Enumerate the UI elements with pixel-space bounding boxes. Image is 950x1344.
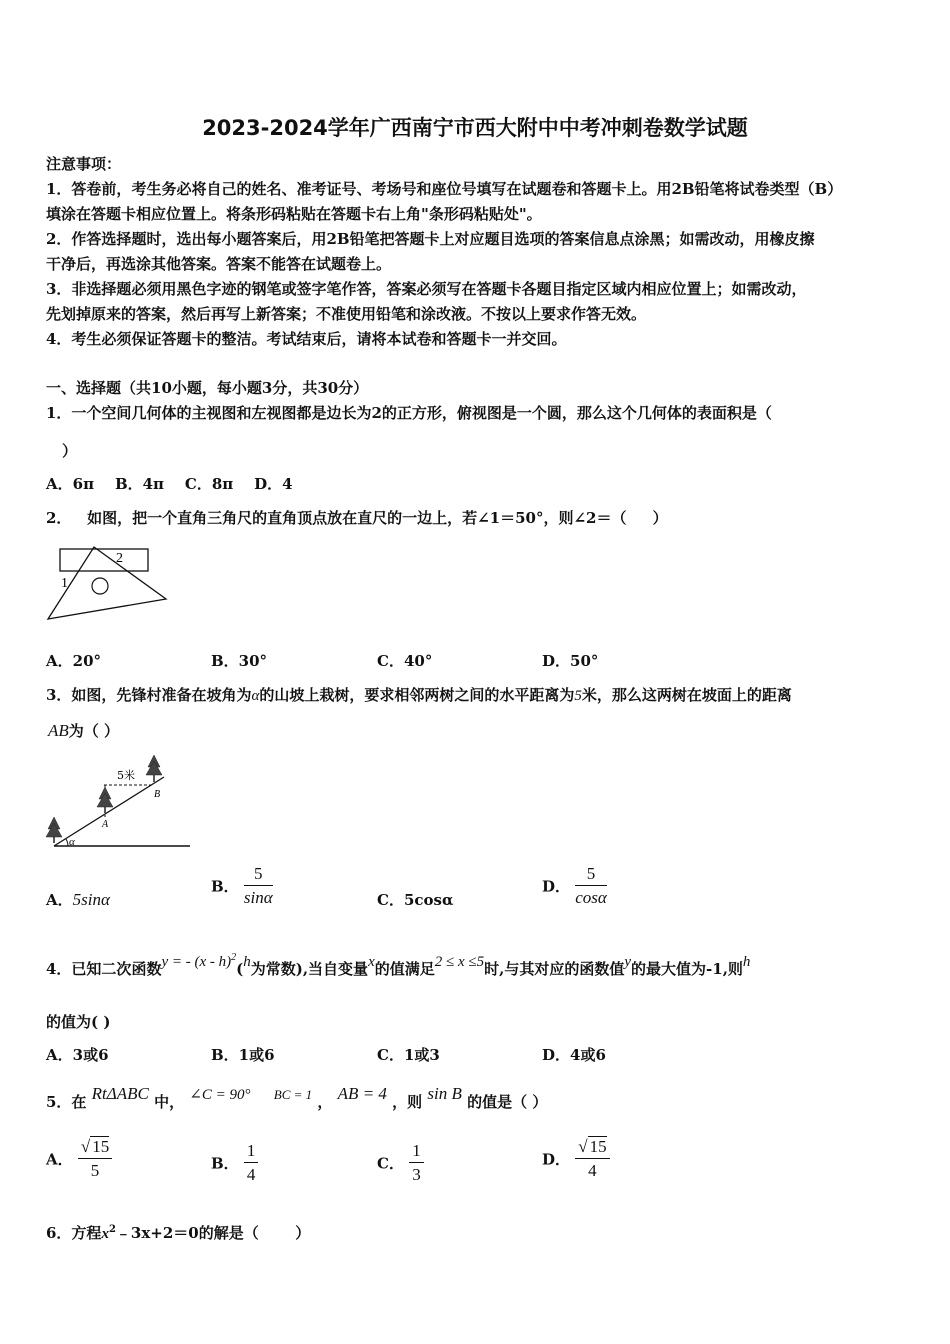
q2-option-d: D．50° (542, 652, 599, 670)
alpha-label: α (69, 836, 75, 848)
notice-line: 3．非选择题必须用黑色字迹的钢笔或签字笔作答，答案必须写在答题卡各题目指定区域内相应位置上；如需改动， (46, 280, 807, 298)
q5-option-c: C． $\frac{1}{3}$ (377, 1141, 424, 1185)
q2-option-b: B．30° (211, 652, 268, 670)
q1-options: A．6π B．4π C．8π D．4 (46, 475, 293, 493)
notice-line: 干净后，再选涂其他答案。答案不能答在试题卷上。 (46, 255, 392, 273)
q2-option-a: A．20° (46, 652, 102, 670)
q3-slope-figure (44, 755, 194, 850)
q2-option-c: C．40° (377, 652, 433, 670)
q4-option-b: B．1或6 (211, 1046, 275, 1064)
page-title: 2023-2024学年广西南宁市西大附中中考冲刺卷数学试题 (202, 116, 748, 140)
notice-line: 填涂在答题卡相应位置上。将条形码粘贴在答题卡右上角"条形码粘贴处"。 (46, 205, 542, 223)
angle-1-label: 1 (61, 576, 68, 591)
q2-stem: 2． 如图，把一个直角三角尺的直角顶点放在直尺的一边上，若∠1＝50°，则∠2＝（ ） (46, 509, 668, 527)
point-a-label: A (102, 819, 109, 830)
q4-stem: 4．已知二次函数y = - (x - h)$^2$(h为常数),当自变量x的值满足2 ≤ x ≤5时,与其对应的函数值y的最大值为-1,则h (46, 952, 751, 978)
notice-heading: 注意事项： (46, 155, 122, 173)
tree-icon (46, 817, 62, 843)
notice-line: 2．作答选择题时，选出每小题答案后，用2B铅笔把答题卡上对应题目选项的答案信息点涂黑；如需改动，用橡皮擦 (46, 230, 815, 248)
q4-stem-end: 的值为( ) (46, 1013, 111, 1031)
q4-option-a: A．3或6 (46, 1046, 109, 1064)
q3-option-d: D． $\frac{5}{\cos\alpha}$ (542, 864, 607, 907)
q3-option-a: A．5sinα (46, 890, 110, 909)
q3-stem: 3．如图，先锋村准备在坡角为α的山坡上栽树，要求相邻两树之间的水平距离为5米，那么这两树在坡面上的距离 (46, 686, 792, 704)
q3-option-c: C．5cosα (377, 891, 454, 909)
q5-option-d: D． $\frac{√ 15}{4}$ (542, 1137, 610, 1181)
notice-line: 4．考生必须保证答题卡的整洁。考试结束后，请将本试卷和答题卡一并交回。 (46, 330, 567, 348)
tree-icon (97, 787, 113, 813)
angle-2-label: 2 (116, 551, 123, 566)
q5-stem: 5．在 RtΔABC 中， ∠C = 90° BC = 1 ， AB = 4 ，则 sin B 的值是（ ） (46, 1084, 548, 1111)
q1-stem: 1．一个空间几何体的主视图和左视图都是边长为2的正方形，俯视图是一个圆，那么这个几何体的表面积是（ (46, 404, 772, 422)
distance-label: 5米 (117, 769, 135, 782)
section-heading: 一、选择题（共10小题，每小题3分，共30分） (46, 379, 369, 397)
point-b-label: B (154, 789, 161, 800)
q4-option-c: C．1或3 (377, 1046, 440, 1064)
q3-stem-end: AB为（ ） (48, 721, 120, 740)
q4-option-d: D．4或6 (542, 1046, 606, 1064)
notice-line: 1．答卷前，考生务必将自己的姓名、准考证号、考场号和座位号填写在试题卷和答题卡上。用2B铅笔将试卷类型（B） (46, 180, 843, 198)
q6-stem: 6．方程$x^2﹣3x+2=0$的解是（ ） (46, 1224, 311, 1242)
notice-line: 先划掉原来的答案，然后再写上新答案；不准使用铅笔和涂改液。不按以上要求作答无效。 (46, 305, 647, 323)
q3-option-b: B． $\frac{5}{\sin\alpha}$ (211, 864, 273, 907)
tree-icon (146, 755, 162, 782)
q5-option-b: B． $\frac{1}{4}$ (211, 1141, 258, 1185)
q5-option-a: A． $\frac{√ 15}{5}$ (46, 1137, 112, 1181)
q2-figure (40, 545, 175, 625)
q1-stem-end: ） (62, 442, 78, 460)
